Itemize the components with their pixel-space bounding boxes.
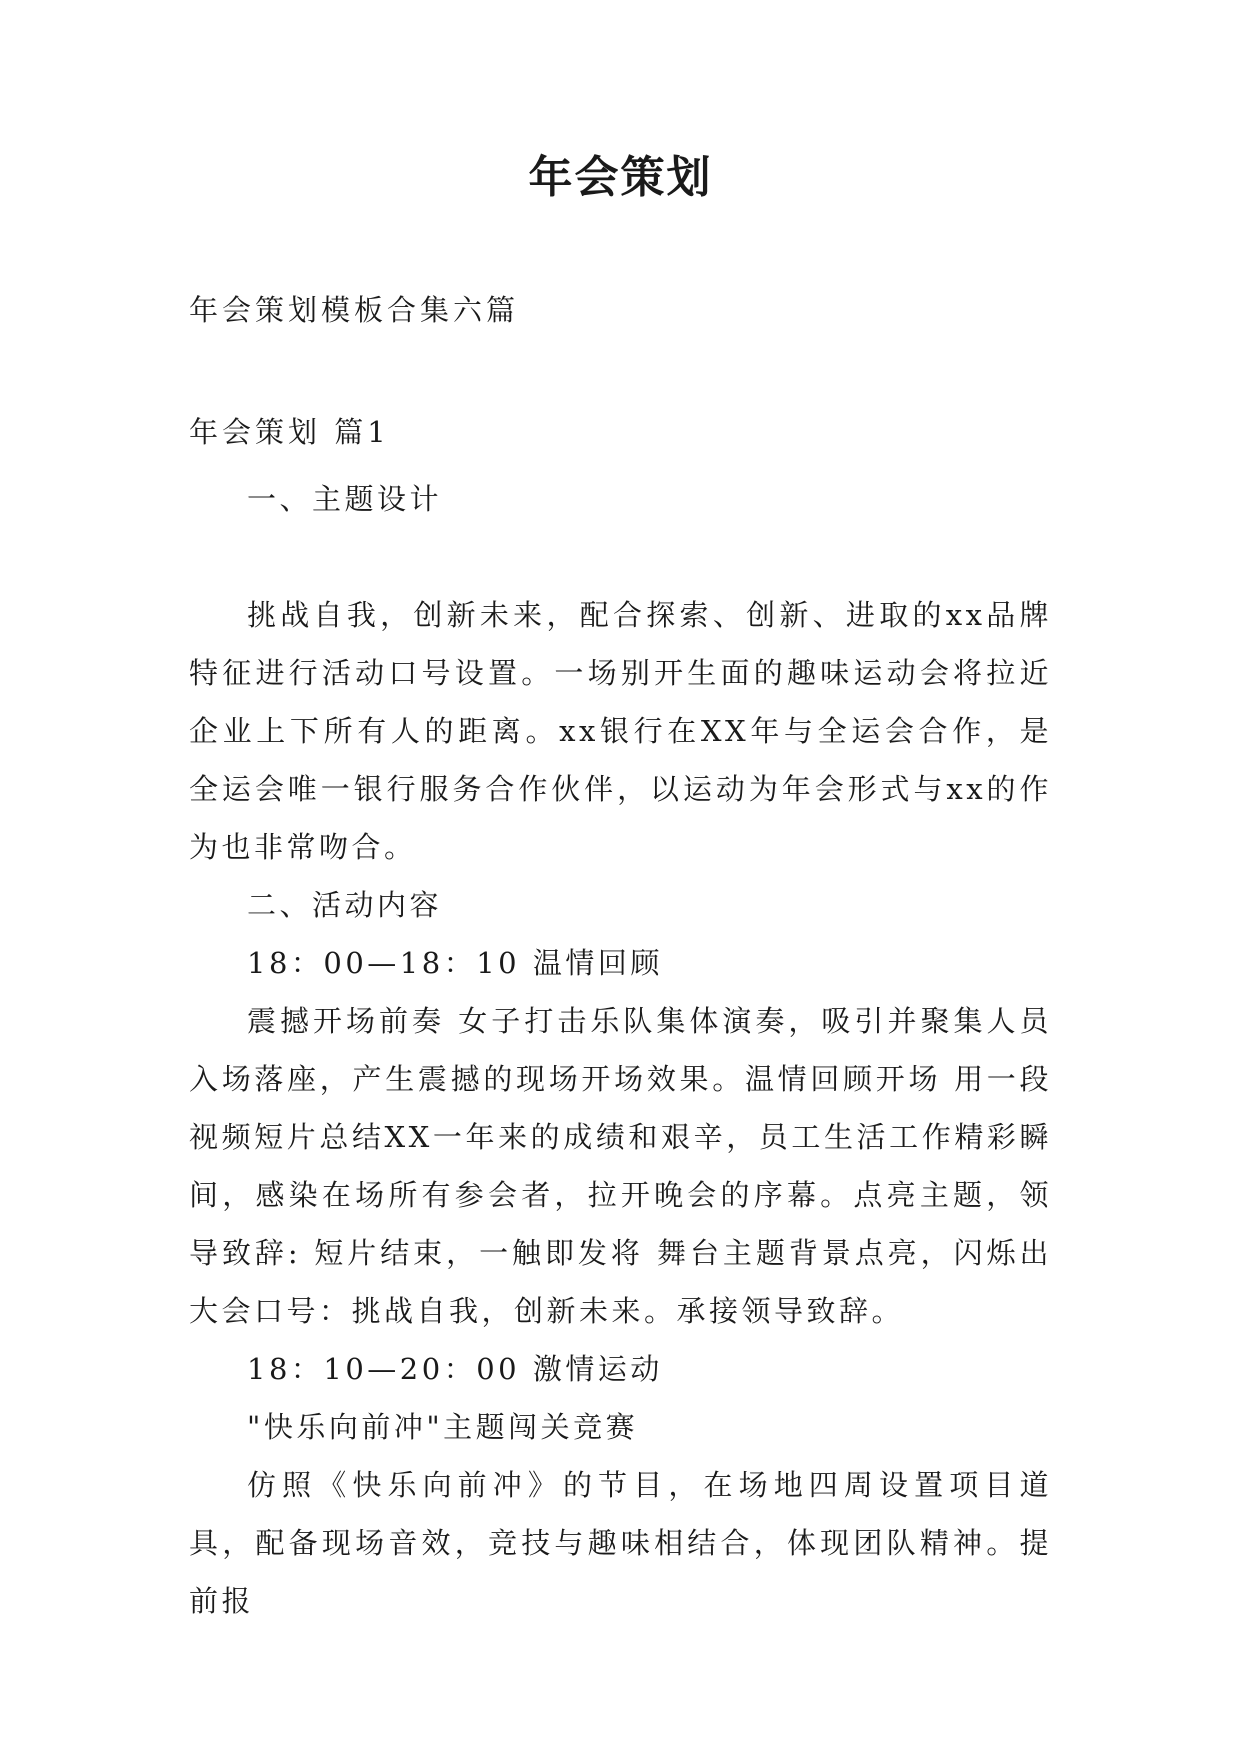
paragraph-theme: 挑战自我，创新未来，配合探索、创新、进取的xx品牌特征进行活动口号设置。一场别开生面的趣味运动会将拉近企业上下所有人的距离。xx银行在XX年与全运会合作，是全运会唯一银行服务合作伙伴，以运动为年会形式与xx的作为也非常吻合。 bbox=[189, 598, 1052, 864]
document-body bbox=[189, 470, 1052, 1630]
schedule-item: 18：00—18：10 温情回顾 bbox=[247, 946, 663, 980]
schedule-item: 18：10—20：00 激情运动 bbox=[247, 1352, 663, 1386]
section-heading: 年会策划 篇1 bbox=[189, 415, 390, 449]
competition-heading: "快乐向前冲"主题闯关竞赛 bbox=[247, 1410, 639, 1444]
paragraph-opening: 震撼开场前奏 女子打击乐队集体演奏，吸引并聚集人员入场落座，产生震撼的现场开场效果。温情回顾开场 用一段视频短片总结XX一年来的成绩和艰辛，员工生活工作精彩瞬间，感染在场所有参会者，拉开晚会的序幕。点亮主题，领导致辞: 短片结束，一触即发将 舞台主题背景点亮，闪烁出大会口号：挑战自我，创新未来。承接领导致辞。 bbox=[189, 1004, 1052, 1328]
document-title: 年会策划 bbox=[528, 152, 713, 203]
document-subtitle: 年会策划模板合集六篇 bbox=[189, 293, 520, 327]
heading-theme-design: 一、主题设计 bbox=[247, 482, 443, 516]
paragraph-competition: 仿照《快乐向前冲》的节目，在场地四周设置项目道具，配备现场音效，竞技与趣味相结合，体现团队精神。提前报 bbox=[189, 1468, 1052, 1618]
heading-activity-content: 二、活动内容 bbox=[247, 888, 443, 922]
